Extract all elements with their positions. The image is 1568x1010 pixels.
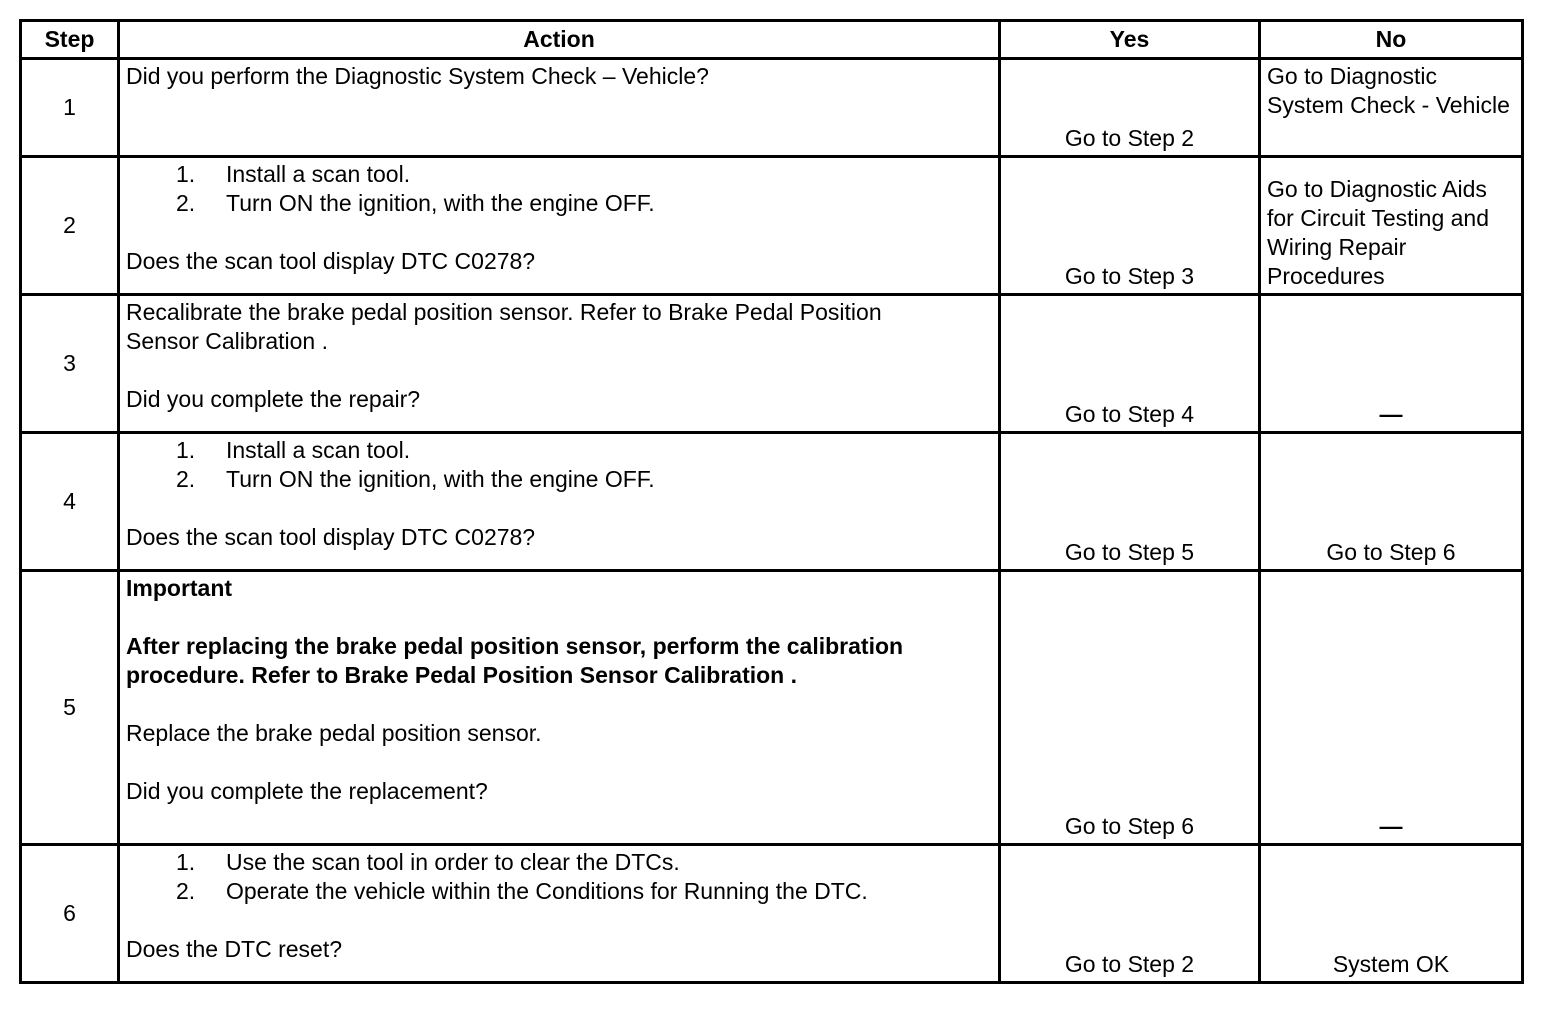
action-question: Does the scan tool display DTC C0278? bbox=[126, 524, 536, 550]
no-cell: Go to Step 6 bbox=[1260, 433, 1523, 571]
no-cell: Go to Diagnostic System Check - Vehicle bbox=[1260, 59, 1523, 157]
no-cell: — bbox=[1260, 571, 1523, 845]
spacer bbox=[126, 906, 992, 935]
step-number: 2 bbox=[21, 157, 119, 295]
action-question: Did you complete the replacement? bbox=[126, 778, 488, 804]
spacer bbox=[126, 748, 992, 777]
action-cell bbox=[119, 157, 1000, 295]
list-item-text: Install a scan tool. bbox=[226, 437, 411, 463]
spacer bbox=[126, 356, 992, 385]
action-cell bbox=[119, 845, 1000, 983]
yes-cell: Go to Step 3 bbox=[1000, 157, 1260, 295]
list-number: 1. bbox=[176, 437, 196, 463]
step-number: 3 bbox=[21, 295, 119, 433]
yes-cell: Go to Step 2 bbox=[1000, 845, 1260, 983]
step-number: 6 bbox=[21, 845, 119, 983]
list-item-text: Install a scan tool. bbox=[226, 161, 411, 187]
no-cell: Go to Diagnostic Aids for Circuit Testing and Wiring Repair Procedures bbox=[1260, 157, 1523, 295]
action-cell bbox=[119, 295, 1000, 433]
yes-cell: Go to Step 5 bbox=[1000, 433, 1260, 571]
action-question: Did you perform the Diagnostic System Check – Vehicle? bbox=[126, 63, 709, 89]
header-yes: Yes bbox=[1000, 21, 1260, 59]
list-number: 2. bbox=[176, 190, 196, 216]
table-row-step-2 bbox=[21, 157, 1523, 295]
list-item bbox=[126, 160, 992, 189]
action-question: Did you complete the repair? bbox=[126, 386, 421, 412]
step-number: 4 bbox=[21, 433, 119, 571]
list-item bbox=[126, 848, 992, 877]
list-number: 1. bbox=[176, 849, 196, 875]
header-no: No bbox=[1260, 21, 1523, 59]
action-cell bbox=[119, 59, 1000, 157]
table-row-step-6 bbox=[21, 845, 1523, 983]
action-instruction: Recalibrate the brake pedal position sensor. Refer to Brake Pedal Position Sensor Calibration . bbox=[126, 299, 882, 354]
list-number: 2. bbox=[176, 466, 196, 492]
list-number: 2. bbox=[176, 878, 196, 904]
action-cell bbox=[119, 433, 1000, 571]
list-item bbox=[126, 436, 992, 465]
list-item-text: Turn ON the ignition, with the engine OFF. bbox=[226, 466, 655, 492]
table-row-step-4 bbox=[21, 433, 1523, 571]
spacer bbox=[126, 494, 992, 523]
action-instruction: Replace the brake pedal position sensor. bbox=[126, 720, 542, 746]
step-number: 1 bbox=[21, 59, 119, 157]
no-cell: — bbox=[1260, 295, 1523, 433]
list-item bbox=[126, 465, 992, 494]
action-question: Does the DTC reset? bbox=[126, 936, 343, 962]
table-row-step-5 bbox=[21, 571, 1523, 845]
table-row-step-1 bbox=[21, 59, 1523, 157]
spacer bbox=[126, 690, 992, 719]
yes-cell: Go to Step 4 bbox=[1000, 295, 1260, 433]
action-cell bbox=[119, 571, 1000, 845]
list-item bbox=[126, 877, 992, 906]
header-action: Action bbox=[119, 21, 1000, 59]
step-number: 5 bbox=[21, 571, 119, 845]
no-cell: System OK bbox=[1260, 845, 1523, 983]
yes-cell: Go to Step 6 bbox=[1000, 571, 1260, 845]
table-row-step-3 bbox=[21, 295, 1523, 433]
header-row bbox=[21, 21, 1523, 59]
list-item-text: Use the scan tool in order to clear the DTCs. bbox=[226, 849, 680, 875]
spacer bbox=[126, 218, 992, 247]
important-label: Important bbox=[126, 575, 233, 601]
header-step: Step bbox=[21, 21, 119, 59]
spacer bbox=[126, 603, 992, 632]
list-number: 1. bbox=[176, 161, 196, 187]
list-item-text: Turn ON the ignition, with the engine OFF. bbox=[226, 190, 655, 216]
diagnostic-table bbox=[19, 19, 1524, 984]
list-item bbox=[126, 189, 992, 218]
important-text: After replacing the brake pedal position sensor, perform the calibration procedure. Refer to Brake Pedal Position Sensor Calibration . bbox=[126, 633, 904, 688]
action-question: Does the scan tool display DTC C0278? bbox=[126, 248, 536, 274]
list-item-text: Operate the vehicle within the Conditions for Running the DTC. bbox=[226, 878, 868, 904]
yes-cell: Go to Step 2 bbox=[1000, 59, 1260, 157]
